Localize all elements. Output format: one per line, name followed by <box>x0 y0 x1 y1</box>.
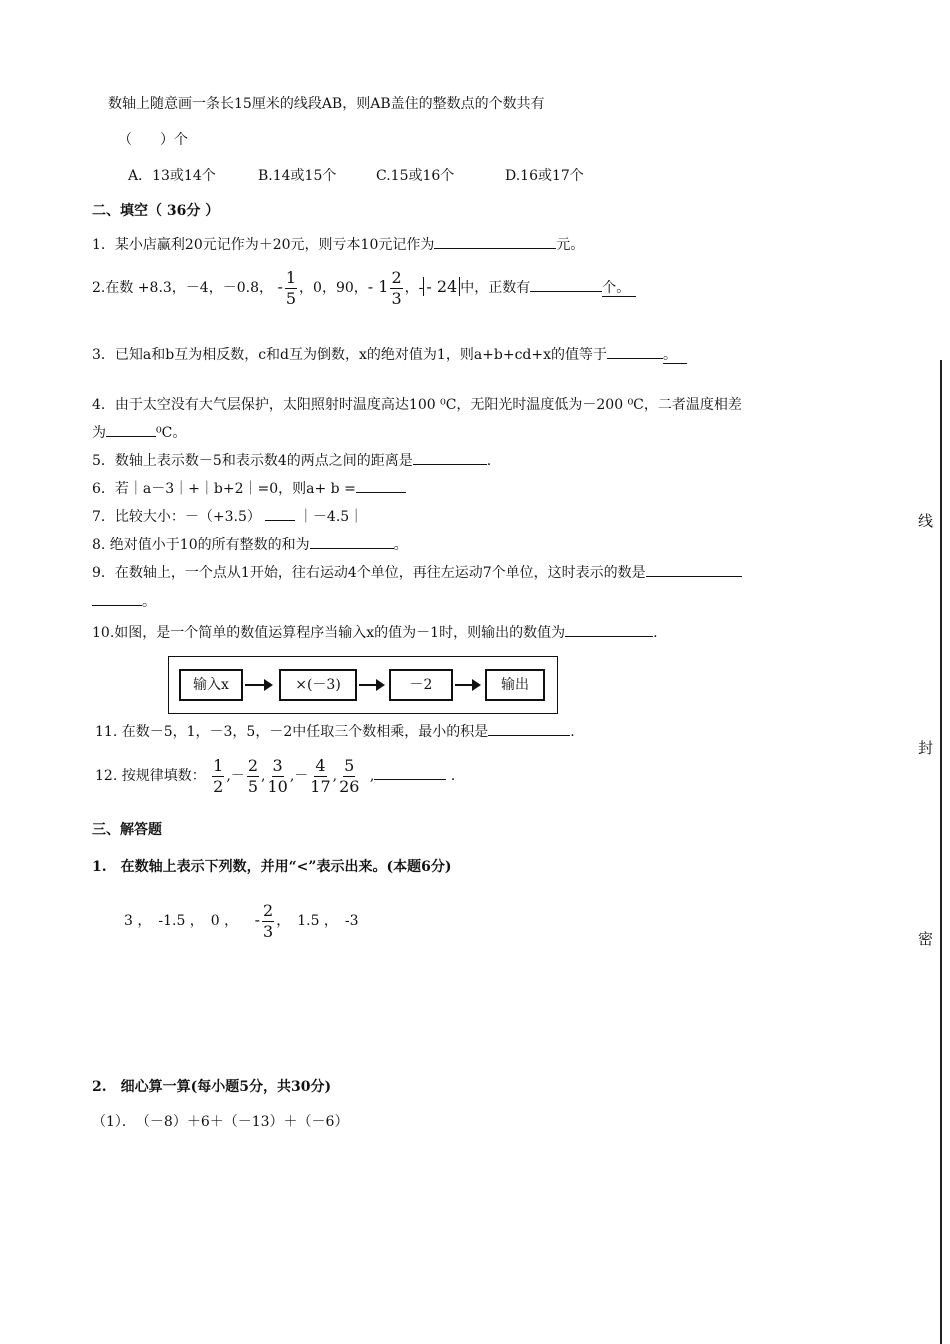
q8-answer-blank[interactable] <box>310 534 394 549</box>
q4-pre: 为 <box>92 425 106 441</box>
fill-q12 <box>95 752 455 800</box>
flow-output-box: 输出 <box>485 669 545 701</box>
answer-heading: 三、解答题 <box>92 822 162 838</box>
fill-q8 <box>92 534 408 555</box>
q10-answer-blank[interactable] <box>565 622 653 637</box>
q7-answer-blank[interactable] <box>265 506 295 521</box>
q9-answer-blank-1[interactable] <box>646 562 742 577</box>
q9-answer-blank-2[interactable] <box>92 591 142 606</box>
q12-fraction-1 <box>212 756 224 797</box>
q2-f2-denominator: 3 <box>391 288 402 308</box>
q12-end: . <box>450 768 456 784</box>
margin-char-secret: 密 <box>918 930 934 948</box>
fill-q5 <box>92 450 491 471</box>
q12-text: 12. 按规律填数： <box>95 768 206 784</box>
q4-post: ⁰C。 <box>156 425 187 441</box>
p1-nums-a: 3 ， -1.5 ， 0 ， <box>124 913 239 929</box>
q7-text-left: 7．比较大小：－（+3.5） <box>92 509 261 525</box>
fill-heading: 二、填空（ 36分 ） <box>92 203 220 219</box>
q2-tail-2: 中，正数有 <box>460 280 531 296</box>
margin-char-seal: 封 <box>918 739 934 757</box>
mc-stem: 数轴上随意画一条长15厘米的线段AB，则AB盖住的整数点的个数共有 <box>108 96 545 112</box>
q12-f3-numerator: 3 <box>272 755 283 775</box>
fill-q1 <box>92 234 584 255</box>
fill-q11 <box>95 721 575 742</box>
fill-q4-line2 <box>92 422 186 443</box>
q8-end: 。 <box>393 537 408 553</box>
fill-q10 <box>92 622 658 643</box>
fill-q3 <box>92 344 687 365</box>
q2-fraction-2 <box>390 268 402 309</box>
fill-q7 <box>92 506 363 527</box>
answer-p2: 2. 细心算一算(每小题5分，共30分) <box>92 1079 332 1095</box>
q3-answer-blank[interactable] <box>607 344 663 359</box>
flow-arrow-1 <box>245 684 271 686</box>
p1-f-denominator: 3 <box>263 921 274 941</box>
q9-text: 9．在数轴上，一个点从1开始，往右运动4个单位，再往左运动7个单位，这时表示的数是 <box>92 565 646 581</box>
q2-abs: - 24 <box>423 277 460 296</box>
fill-q9-line1 <box>92 562 742 583</box>
q2-answer-blank[interactable] <box>530 277 602 292</box>
fill-q6 <box>92 478 406 499</box>
flow-input-box: 输入x <box>179 669 243 701</box>
q10-text: 10.如图，是一个简单的数值运算程序当输入x的值为－1时，则输出的数值为 <box>92 625 566 641</box>
q3-text: 3．已知a和b互为相反数，c和d互为倒数，x的绝对值为1，则a+b+cd+x的值等于 <box>92 347 608 363</box>
q6-answer-blank[interactable] <box>356 478 406 493</box>
q12-f5-numerator: 5 <box>344 755 355 775</box>
p1-fraction <box>262 901 274 942</box>
binding-margin-line <box>940 360 942 1344</box>
q4-answer-blank[interactable] <box>106 422 156 437</box>
q11-answer-blank[interactable] <box>488 721 570 736</box>
q12-sign-4: ,－ <box>289 768 309 784</box>
q2-tail-1: ，- <box>404 280 424 296</box>
answer-p2-q1: （1）． （－8）＋6＋（－13）＋（－6） <box>92 1114 349 1130</box>
q2-text: 2.在数 +8.3，－4，－0.8， <box>92 280 273 296</box>
q12-f2-denominator: 5 <box>247 776 258 796</box>
q12-f4-numerator: 4 <box>315 755 326 775</box>
q12-comma: , <box>369 768 375 784</box>
answer-p1: 1. 在数轴上表示下列数，并用“<”表示出来。(本题6分) <box>92 859 452 875</box>
q5-end: . <box>486 453 492 469</box>
flow-arrow-3 <box>455 684 479 686</box>
q12-fraction-2 <box>247 756 259 797</box>
q12-f1-numerator: 1 <box>213 755 224 775</box>
q12-f5-denominator: 26 <box>339 776 360 796</box>
q8-text: 8. 绝对值小于10的所有整数的和为 <box>92 537 310 553</box>
q3-end: 。 <box>663 347 687 364</box>
q2-f2-numerator: 2 <box>391 267 402 287</box>
flow-arrow-2 <box>359 684 383 686</box>
margin-char-line: 线 <box>918 512 934 530</box>
q2-f1-denominator: 5 <box>285 288 297 308</box>
mc-option-c: C.15或16个 <box>376 168 455 184</box>
q1-unit: 元。 <box>556 237 585 253</box>
q6-text: 6．若｜a－3｜+｜b+2｜=0，则a+ b = <box>92 481 356 497</box>
q12-sign-2: ,－ <box>226 768 245 784</box>
q12-fraction-4 <box>310 756 330 797</box>
q10-end: . <box>653 625 658 641</box>
fill-q4-line1: 4．由于太空没有大气层保护，太阳照射时温度高达100 ⁰C，无阳光时温度低为－200 ⁰C，二者温度相差 <box>92 397 742 413</box>
q12-sign-3: , <box>261 768 266 784</box>
p1-neg-sign: - <box>254 910 261 929</box>
q2-mid: ，0，90， <box>299 280 368 296</box>
mc-option-b: B.14或15个 <box>258 168 337 184</box>
q12-f2-numerator: 2 <box>247 755 258 775</box>
q1-answer-blank[interactable] <box>434 234 556 249</box>
mc-paren: （ ）个 <box>118 132 188 148</box>
mc-option-a: A．13或14个 <box>128 168 216 184</box>
mc-option-d: D.16或17个 <box>505 168 584 184</box>
flow-multiply-box: ×(－3) <box>279 669 357 701</box>
q5-answer-blank[interactable] <box>413 450 487 465</box>
q12-f3-denominator: 10 <box>267 776 288 796</box>
q7-text-right: ｜－4.5｜ <box>298 509 364 525</box>
q2-fraction-1 <box>285 268 297 309</box>
p1-f-numerator: 2 <box>263 900 274 920</box>
q9-end: 。 <box>142 594 156 610</box>
flow-subtract-box: －2 <box>389 669 453 701</box>
flow-diagram <box>168 656 558 714</box>
q1-text: 1．某小店赢利20元记作为＋20元，则亏本10元记作为 <box>92 237 435 253</box>
answer-p1-numbers <box>124 898 359 943</box>
q2-neg-sign: - <box>277 277 283 296</box>
q2-end: 个。 <box>602 280 636 297</box>
q12-f1-denominator: 2 <box>213 776 224 796</box>
fill-q2 <box>92 266 636 309</box>
q12-answer-blank[interactable] <box>374 765 446 780</box>
q2-mixed-whole: - 1 <box>367 277 389 296</box>
q12-sign-5: , <box>332 768 338 784</box>
q12-f4-denominator: 17 <box>310 776 331 796</box>
q5-text: 5．数轴上表示数－5和表示数4的两点之间的距离是 <box>92 453 413 469</box>
fill-q9-line2 <box>92 591 156 612</box>
p1-nums-b: ， 1.5 ， -3 <box>276 913 359 929</box>
q11-text: 11. 在数－5，1，－3，5，－2中任取三个数相乘，最小的积是 <box>95 724 489 740</box>
q2-f1-numerator: 1 <box>285 267 297 287</box>
q11-end: . <box>570 724 575 740</box>
q12-fraction-5 <box>339 756 359 797</box>
q12-fraction-3 <box>267 756 287 797</box>
